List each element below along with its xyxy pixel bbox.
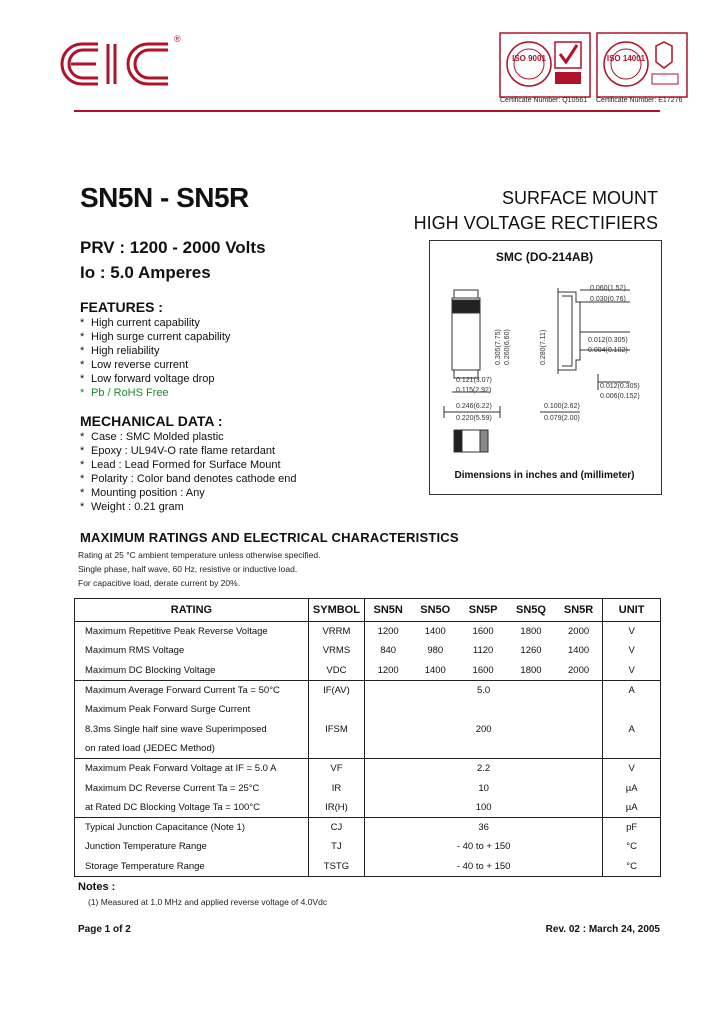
subtitle-line1: SURFACE MOUNT <box>501 188 658 208</box>
list-item: * High reliability <box>80 345 160 358</box>
dim-label: 0.012(0.305) <box>600 383 640 390</box>
cert-number-2: Certificate Number: E17276 <box>596 97 683 104</box>
table-row: Maximum DC Blocking Voltage VDC 1200 1400 1600 1800 2000 V <box>75 661 661 681</box>
mechanical-list <box>80 430 296 515</box>
list-item: * Epoxy : UL94V-O rate flame retardant <box>80 445 276 458</box>
dim-label: 0.121(3.07) <box>456 377 492 384</box>
prv-spec: PRV : 1200 - 2000 Volts <box>80 238 266 257</box>
dimensions-caption: Dimensions in inches and (millimeter) <box>454 470 635 481</box>
table-row: Maximum DC Reverse Current Ta = 25°C IR 10 µA <box>75 778 661 797</box>
note-1: (1) Measured at 1.0 MHz and applied reverse voltage of 4.0Vdc <box>88 897 328 907</box>
table-row: Junction Temperature Range TJ - 40 to + 150 °C <box>75 837 661 856</box>
ratings-heading: MAXIMUM RATINGS AND ELECTRICAL CHARACTERISTICS <box>80 530 459 545</box>
list-item: * Low reverse current <box>80 359 189 372</box>
dim-label: 0.004(0.102) <box>588 347 628 354</box>
dim-label: 0.220(5.59) <box>456 415 492 422</box>
dim-label: 0.060(1.52) <box>590 285 626 292</box>
iso14001-badge <box>596 32 688 100</box>
dim-label: 0.260(6.60) <box>504 329 511 365</box>
header-cell: SYMBOL <box>308 599 364 622</box>
part-number-title: SN5N - SN5R <box>80 182 249 213</box>
ratings-table <box>74 598 661 877</box>
iso9001-label: ISO 9001 <box>512 54 546 63</box>
table-row: Storage Temperature Range TSTG - 40 to + 150 °C <box>75 857 661 877</box>
dim-label: 0.246(6.22) <box>456 403 492 410</box>
mechanical-heading: MECHANICAL DATA : <box>80 413 223 429</box>
table-row: Maximum Average Forward Current Ta = 50°C IF(AV) 5.0 A <box>75 680 661 700</box>
list-item: * Low forward voltage drop <box>80 373 215 386</box>
registered-mark: ® <box>174 34 181 44</box>
page-number: Page 1 of 2 <box>78 924 131 935</box>
dim-label: 0.079(2.00) <box>544 415 580 422</box>
header-cell: SN5O <box>411 599 459 622</box>
header-rule <box>74 110 660 112</box>
list-item: * High current capability <box>80 317 200 329</box>
list-item: * High surge current capability <box>80 331 231 344</box>
header-cell: SN5Q <box>507 599 555 622</box>
subtitle-line2: HIGH VOLTAGE RECTIFIERS <box>413 213 658 233</box>
package-title: SMC (DO-214AB) <box>495 250 594 264</box>
header-cell: SN5R <box>555 599 603 622</box>
ratings-note-3: For capacitive load, derate current by 20%. <box>78 578 241 588</box>
dim-label: 0.030(0.76) <box>590 296 626 303</box>
list-item: * Mounting position : Any <box>80 487 205 500</box>
table-header-row <box>75 599 661 622</box>
list-item: * Pb / RoHS Free <box>80 387 169 400</box>
notes-heading: Notes : <box>78 881 116 893</box>
header-cell: SN5N <box>364 599 411 622</box>
table-row: 8.3ms Single half sine wave Superimposed IFSM 200 A <box>75 719 661 738</box>
table-row: at Rated DC Blocking Voltage Ta = 100°C IR(H) 100 µA <box>75 798 661 818</box>
table-row: Maximum RMS Voltage VRMS 840 980 1120 1260 1400 V <box>75 641 661 660</box>
dim-label: 0.100(2.62) <box>544 403 580 410</box>
dim-label: 0.115(2.92) <box>456 387 492 394</box>
header-cell: UNIT <box>603 599 661 622</box>
dim-label: 0.280(7.11) <box>540 329 547 365</box>
ratings-note-1: Rating at 25 °C ambient temperature unless otherwise specified. <box>78 550 321 560</box>
package-drawing <box>430 270 659 466</box>
list-item: * Case : SMC Molded plastic <box>80 431 224 443</box>
features-list <box>80 316 230 401</box>
list-item: * Polarity : Color band denotes cathode end <box>80 473 297 486</box>
features-heading: FEATURES : <box>80 299 163 315</box>
table-row: Typical Junction Capacitance (Note 1) CJ 36 pF <box>75 817 661 837</box>
ratings-note-2: Single phase, half wave, 60 Hz, resistive or inductive load. <box>78 564 298 574</box>
dim-label: 0.012(0.305) <box>588 337 628 344</box>
eic-logo <box>58 36 188 94</box>
table-row: Maximum Peak Forward Surge Current <box>75 700 661 719</box>
header-cell: RATING <box>75 599 309 622</box>
dim-label: 0.305(7.75) <box>495 329 502 365</box>
table-row: on rated load (JEDEC Method) <box>75 739 661 759</box>
revision-date: Rev. 02 : March 24, 2005 <box>545 924 660 935</box>
dim-label: 0.006(0.152) <box>600 393 640 400</box>
iso14001-label: ISO 14001 <box>606 54 646 63</box>
table-row: Maximum Peak Forward Voltage at IF = 5.0 A VF 2.2 V <box>75 759 661 779</box>
cert-number-1: Certificate Number: Q10561 <box>500 97 588 104</box>
iso9001-badge <box>499 32 591 100</box>
list-item: * Weight : 0.21 gram <box>80 501 184 514</box>
list-item: * Lead : Lead Formed for Surface Mount <box>80 459 281 472</box>
table-row: Maximum Repetitive Peak Reverse Voltage VRRM 1200 1400 1600 1800 2000 V <box>75 622 661 642</box>
io-spec: Io : 5.0 Amperes <box>80 263 211 282</box>
header-cell: SN5P <box>459 599 507 622</box>
